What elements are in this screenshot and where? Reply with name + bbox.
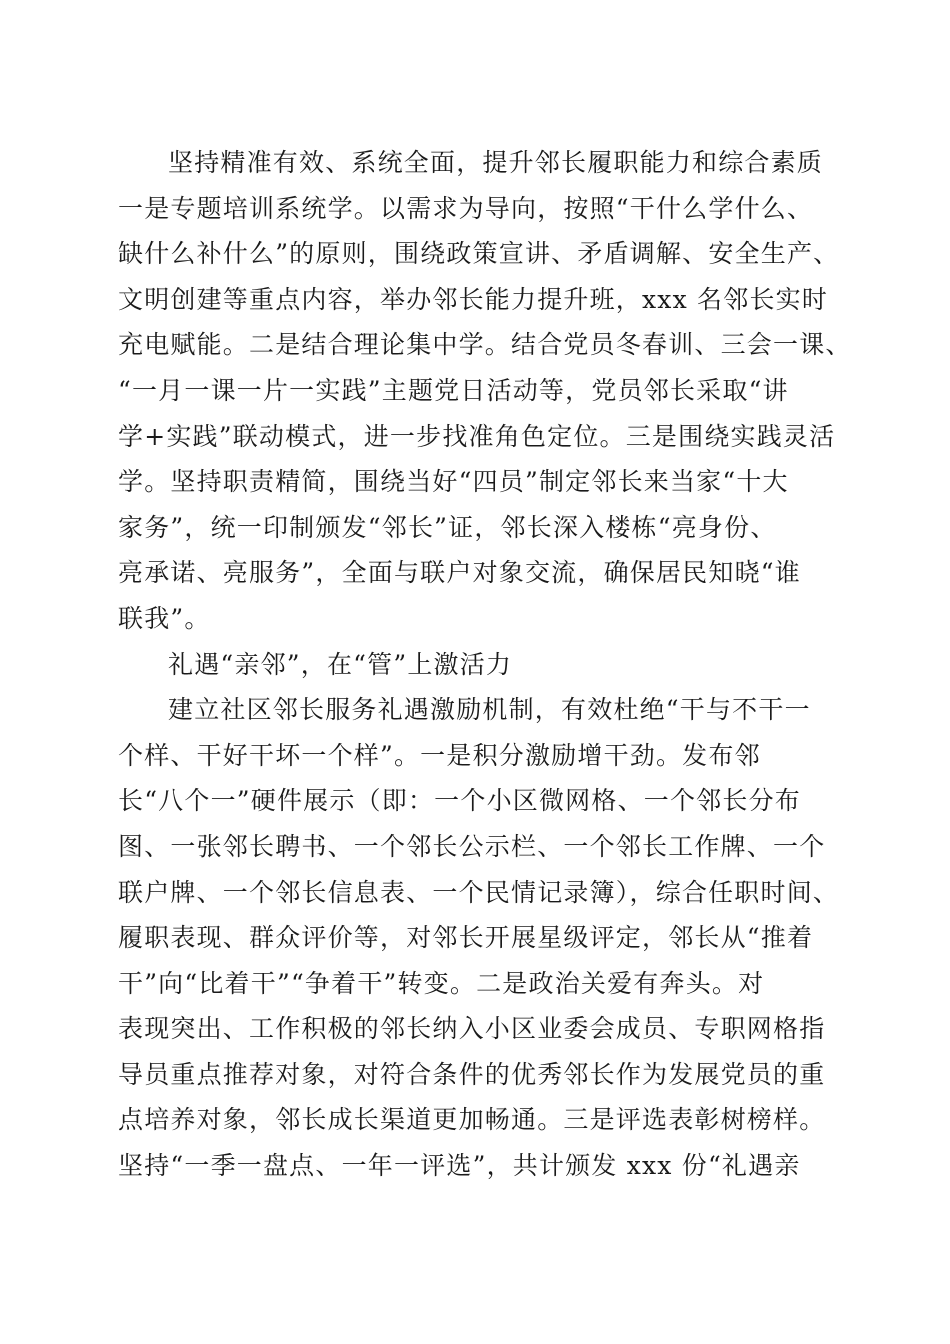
text-line: 图、一张邻长聘书、一个邻长公示栏、一个邻长工作牌、一个 — [118, 831, 826, 861]
text-line: 干”向“比着干”“争着干”转变。二是政治关爱有奔头。对 — [118, 968, 765, 998]
text-line: 亮承诺、亮服务”，全面与联户对象交流，确保居民知晓“谁 — [118, 558, 801, 588]
text-line: 学+实践”联动模式，进一步找准角色定位。三是围绕实践灵活 — [118, 421, 836, 451]
text-line: 联我”。 — [118, 603, 211, 633]
text-line: 履职表现、群众评价等，对邻长开展星级评定，邻长从“推着 — [118, 923, 814, 953]
text-line: 文明创建等重点内容，举办邻长能力提升班，xxx 名邻长实时 — [118, 284, 829, 314]
text-line: 建立社区邻长服务礼遇激励机制，有效杜绝“干与不干一 — [168, 695, 811, 725]
body-text — [118, 140, 852, 1189]
text-line: “一月一课一片一实践”主题党日活动等，党员邻长采取“讲 — [118, 375, 789, 405]
text-line: 充电赋能。二是结合理论集中学。结合党员冬春训、三会一课、 — [118, 330, 852, 360]
text-line: 导员重点推荐对象，对符合条件的优秀邻长作为发展党员的重 — [118, 1059, 826, 1089]
text-line-heading-1: 坚持精准有效、系统全面，提升邻长履职能力和综合素质 — [168, 148, 824, 177]
text-line: 联户牌、一个邻长信息表、一个民情记录簿），综合任职时间、 — [118, 877, 840, 907]
text-line: 一是专题培训系统学。以需求为导向，按照“干什么学什么、 — [118, 193, 814, 223]
text-line: 点培养对象，邻长成长渠道更加畅通。三是评选表彰树榜样。 — [118, 1105, 826, 1135]
text-line: 坚持“一季一盘点、一年一评选”，共计颁发 xxx 份“礼遇亲 — [118, 1151, 801, 1181]
text-line: 长“八个一”硬件展示（即：一个小区微网格、一个邻长分布 — [118, 786, 801, 816]
text-line: 表现突出、工作积极的邻长纳入小区业委会成员、专职网格指 — [118, 1014, 826, 1044]
text-line: 个样、干好干坏一个样”。一是积分激励增干劲。发布邻 — [118, 740, 761, 770]
text-line: 缺什么补什么”的原则，围绕政策宣讲、矛盾调解、安全生产、 — [118, 239, 840, 269]
text-line: 家务”，统一印制颁发“邻长”证，邻长深入楼栋“亮身份、 — [118, 512, 777, 542]
text-line-heading-2: 礼遇“亲邻”，在“管”上激活力 — [168, 649, 513, 679]
text-line: 学。坚持职责精简，围绕当好“四员”制定邻长来当家“十大 — [118, 467, 789, 497]
